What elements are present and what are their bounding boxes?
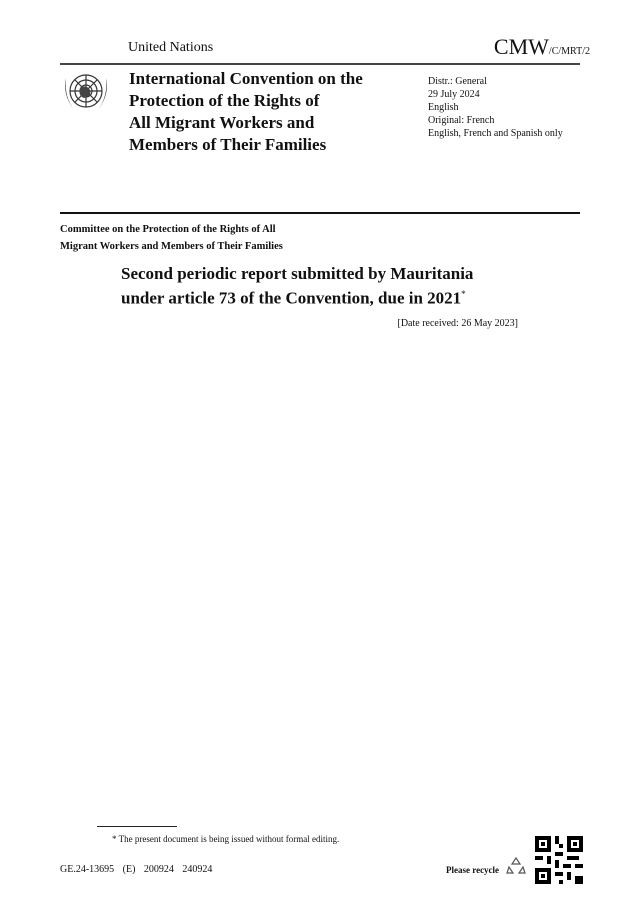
symbol-sub: /C/MRT/2 <box>548 46 590 57</box>
committee-name <box>60 221 283 255</box>
convention-title-line: Protection of the Rights of <box>129 91 320 110</box>
report-title <box>121 264 473 309</box>
convention-title-line: All Migrant Workers and <box>129 113 315 132</box>
symbol-main: CMW <box>493 34 549 59</box>
recycle-label: Please recycle <box>446 865 500 875</box>
header-rule <box>60 63 580 65</box>
report-title-line: under article 73 of the Convention, due in 2021 <box>121 288 462 308</box>
organization-name: United Nations <box>128 40 214 55</box>
un-emblem-icon <box>60 68 112 116</box>
footnote-rule <box>97 826 177 827</box>
footnote-marker[interactable]: * <box>461 289 466 299</box>
distribution-line: Original: French <box>428 115 495 126</box>
ge-code: GE.24-13695 (E) 200924 240924 <box>60 864 213 875</box>
distribution-line: English, French and Spanish only <box>428 128 563 139</box>
document-symbol <box>494 34 590 60</box>
committee-line: Migrant Workers and Members of Their Families <box>60 241 283 252</box>
section-rule <box>60 212 580 214</box>
distribution-line: English <box>428 102 459 113</box>
convention-title <box>129 68 363 156</box>
qr-code-icon[interactable] <box>535 836 583 884</box>
convention-title-line: International Convention on the <box>129 69 363 88</box>
committee-line: Committee on the Protection of the Rights of All <box>60 224 276 235</box>
date-received: [Date received: 26 May 2023] <box>397 318 518 329</box>
distribution-block <box>428 75 563 140</box>
recycle-icon <box>505 855 527 877</box>
footnote-text: * The present document is being issued without formal editing. <box>112 834 340 844</box>
distribution-line: Distr.: General <box>428 76 487 87</box>
distribution-date: 29 July 2024 <box>428 89 480 100</box>
convention-title-line: Members of Their Families <box>129 135 327 154</box>
report-title-line: Second periodic report submitted by Mauritania <box>121 264 474 283</box>
